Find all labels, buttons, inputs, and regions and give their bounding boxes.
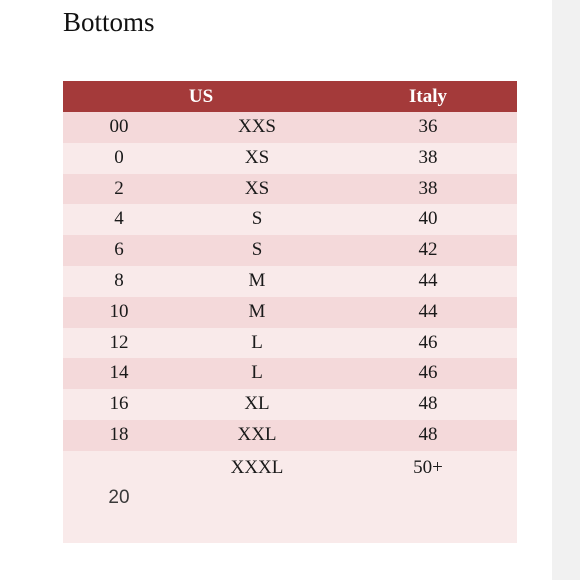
cell-letter-size: XXXL — [230, 456, 284, 478]
table-row — [63, 266, 517, 297]
cell-us-size: 00 — [109, 116, 129, 137]
cell-letter-size: XS — [244, 177, 270, 199]
table-row — [63, 328, 517, 359]
cell-us-size: 12 — [109, 331, 129, 353]
table-row — [63, 112, 517, 143]
cell-us-size: 8 — [114, 269, 124, 291]
cell-letter-size: M — [248, 269, 266, 291]
cell-italy-size: 44 — [418, 269, 438, 291]
table-row — [63, 204, 517, 235]
table-row — [63, 297, 517, 328]
header-us: US — [188, 86, 214, 107]
cell-italy-size: 48 — [418, 393, 438, 415]
cell-letter-size: XS — [244, 146, 270, 168]
cell-italy-size: 46 — [418, 362, 438, 384]
cell-letter-size: M — [248, 300, 266, 322]
table-row — [63, 235, 517, 266]
cell-italy-size: 38 — [418, 177, 438, 199]
cell-italy-size: 42 — [418, 239, 438, 261]
cell-italy-size: 50+ — [413, 456, 443, 478]
cell-italy-size: 40 — [418, 208, 438, 230]
table-row — [63, 451, 517, 543]
table-row — [63, 420, 517, 451]
cell-italy-size: 38 — [418, 146, 438, 168]
cell-italy-size: 36 — [418, 116, 438, 137]
cell-us-size: 10 — [109, 300, 129, 322]
cell-letter-size: XXS — [237, 116, 276, 137]
size-chart-table — [63, 81, 517, 543]
cell-italy-size: 44 — [418, 300, 438, 322]
table-row — [63, 358, 517, 389]
cell-us-size: 14 — [109, 362, 129, 384]
cell-italy-size: 46 — [418, 331, 438, 353]
table-header-row — [63, 81, 517, 112]
cell-letter-size: L — [251, 331, 263, 353]
cell-us-size: 18 — [109, 423, 129, 445]
cell-us-size: 4 — [114, 208, 124, 230]
cell-us-size: 6 — [114, 239, 124, 261]
cell-letter-size: XL — [244, 393, 270, 415]
cell-letter-size: S — [251, 208, 263, 230]
table-row — [63, 174, 517, 205]
cell-letter-size: S — [251, 239, 263, 261]
page-edge-strip — [552, 0, 580, 580]
header-italy: Italy — [409, 86, 447, 107]
cell-letter-size: XXL — [237, 423, 277, 445]
table-row — [63, 143, 517, 174]
cell-italy-size: 48 — [418, 423, 438, 445]
table-row — [63, 389, 517, 420]
cell-us-size: 2 — [114, 177, 124, 199]
cell-letter-size: L — [251, 362, 263, 384]
cell-us-size: 20 — [108, 486, 130, 508]
cell-us-size: 0 — [114, 146, 124, 168]
page-title: Bottoms — [63, 7, 155, 37]
cell-us-size: 16 — [109, 393, 129, 415]
